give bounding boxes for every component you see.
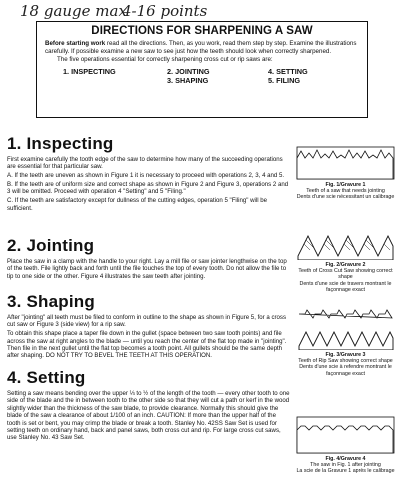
figure-2-caption bbox=[296, 262, 395, 293]
intro-text: read all the directions. Then, as you work, read them step by step. Examine the illustrations carefully. If possible examine a new saw to see just how the teeth should look when correctly sharpened. bbox=[45, 40, 357, 55]
operations-list bbox=[45, 66, 359, 88]
section-setting bbox=[7, 368, 290, 443]
figure-3-text-en: Teeth of Rip Saw showing correct shape bbox=[298, 358, 393, 365]
shaping-paragraph: After "jointing" all teeth must be filed to conform in outline to the shape as shown in Figure 5, for a cross cut saw or Figure 3 (side view) for a rip saw. bbox=[7, 314, 287, 329]
figure-3-caption bbox=[296, 352, 395, 377]
heading-setting: 4. Setting bbox=[7, 368, 86, 387]
jointing-paragraph: Place the saw in a clamp with the handle to your right. Lay a mill file or saw jointer lengthwise on the top of the teeth. File lightly back and forth until the file touches the top of every tooth. Do not allow the file to tip to one side or the other. Figure 4 illustrates the saw teeth after jointing. bbox=[7, 258, 287, 280]
cross-cut-teeth-illustration bbox=[296, 230, 395, 260]
figure-4-text-fr: La scie de la Gravure 1 après le calibrage bbox=[296, 468, 395, 475]
op-shaping: 3. SHAPING bbox=[167, 75, 209, 85]
figure-3-label: Fig. 3/Gravure 3 bbox=[325, 352, 366, 358]
figure-4 bbox=[296, 416, 395, 475]
handwritten-points-note: 4-16 points bbox=[122, 2, 208, 20]
rip-saw-teeth-illustration bbox=[296, 306, 395, 350]
op-setting: 4. SETTING bbox=[268, 66, 308, 76]
inspecting-paragraph: B. If the teeth are of uniform size and correct shape as shown in Figure 2 and Figure 3, operations 2 and 3 will be omitted. Proceed with operation 4 "Setting" and 5 "Filing." bbox=[7, 181, 289, 196]
op-inspecting: 1. INSPECTING bbox=[63, 66, 116, 76]
figure-4-text-en: The saw in Fig. 1 after jointing bbox=[310, 462, 381, 469]
figure-2 bbox=[296, 230, 395, 293]
op-jointing: 2. JOINTING bbox=[167, 66, 210, 76]
figure-4-label: Fig. 4/Gravure 4 bbox=[325, 456, 366, 462]
figure-1 bbox=[296, 146, 395, 201]
figure-1-text-en: Teeth of a saw that needs jointing bbox=[306, 188, 385, 195]
setting-paragraph: Setting a saw means bending over the upper ⅓ to ½ of the length of the tooth — every other tooth to one side of the blade and the in between tooth to the other side so that they will cut a path or kerf in the wood slightly wider than the thickness of the saw blade, to provide clearance. Normally this should give the blade of the saw a clearance of about 1/100 of an inch. CAUTION: If more than the upper half of the tooth is set or bent, you may crimp the blade or break a tooth. Stanley No. 42SS Saw Set is used for setting teeth on ordinary hand, back and panel saws, both cross cut and rip. For large cross cut saws, use Stanley No. 43 Saw Set. bbox=[7, 390, 290, 442]
figure-1-caption bbox=[296, 182, 395, 201]
op-filing: 5. FILING bbox=[268, 75, 301, 85]
handwritten-gauge-note: 18 gauge max bbox=[20, 2, 127, 20]
heading-inspecting: 1. Inspecting bbox=[7, 134, 114, 153]
inspecting-paragraph: First examine carefully the tooth edge of the saw to determine how many of the succeeding operations are essential for that particular saw. bbox=[7, 156, 283, 171]
figure-4-caption bbox=[296, 456, 395, 475]
jointed-teeth-illustration bbox=[296, 416, 395, 454]
directions-intro bbox=[45, 40, 359, 55]
directions-box bbox=[36, 21, 368, 118]
heading-jointing: 2. Jointing bbox=[7, 236, 95, 255]
figure-1-text-fr: Dents d'une scie nécessitant un calibrage bbox=[296, 194, 395, 201]
inspecting-paragraph: C. If the teeth are satisfactory except for dullness of the cutting edges, operation 5 "Filing" will be sufficient. bbox=[7, 197, 268, 212]
uneven-teeth-illustration bbox=[296, 146, 395, 180]
operations-intro: The five operations essential for correctly sharpening cross cut or rip saws are: bbox=[57, 56, 273, 64]
figure-1-label: Fig. 1/Gravure 1 bbox=[325, 182, 366, 188]
figure-2-text-en: Teeth of Cross Cut Saw showing correct shape bbox=[298, 268, 393, 281]
intro-bold: Before starting work bbox=[45, 40, 106, 47]
inspecting-paragraph: A. If the teeth are uneven as shown in Figure 1 it is necessary to proceed with operations 2, 3, 4 and 5. bbox=[7, 172, 285, 180]
directions-title: DIRECTIONS FOR SHARPENING A SAW bbox=[91, 25, 313, 37]
figure-2-label: Fig. 2/Gravure 2 bbox=[325, 262, 366, 268]
figure-3-text-fr: Dents d'une scie à refendre montrant le façonnage exact bbox=[299, 364, 392, 377]
section-jointing bbox=[7, 236, 290, 282]
figure-3 bbox=[296, 306, 395, 377]
heading-shaping: 3. Shaping bbox=[7, 292, 95, 311]
section-shaping bbox=[7, 292, 290, 361]
shaping-paragraph: To obtain this shape place a taper file down in the gullet (space between two saw tooth points) and file across the saw at right angles to the blade — until you reach the center of the flat top made in "jointing". Then file in the next gullet until the flat top becomes a tooth point. All gullets should be the same depth after shaping. DO NOT TRY TO BEVEL THE TEETH AT THIS OPERATION. bbox=[7, 330, 287, 360]
figure-2-text-fr: Dents d'une scie de travers montrant le façonnage exact bbox=[299, 280, 392, 293]
section-inspecting bbox=[7, 134, 290, 213]
handwritten-notes bbox=[20, 2, 208, 20]
